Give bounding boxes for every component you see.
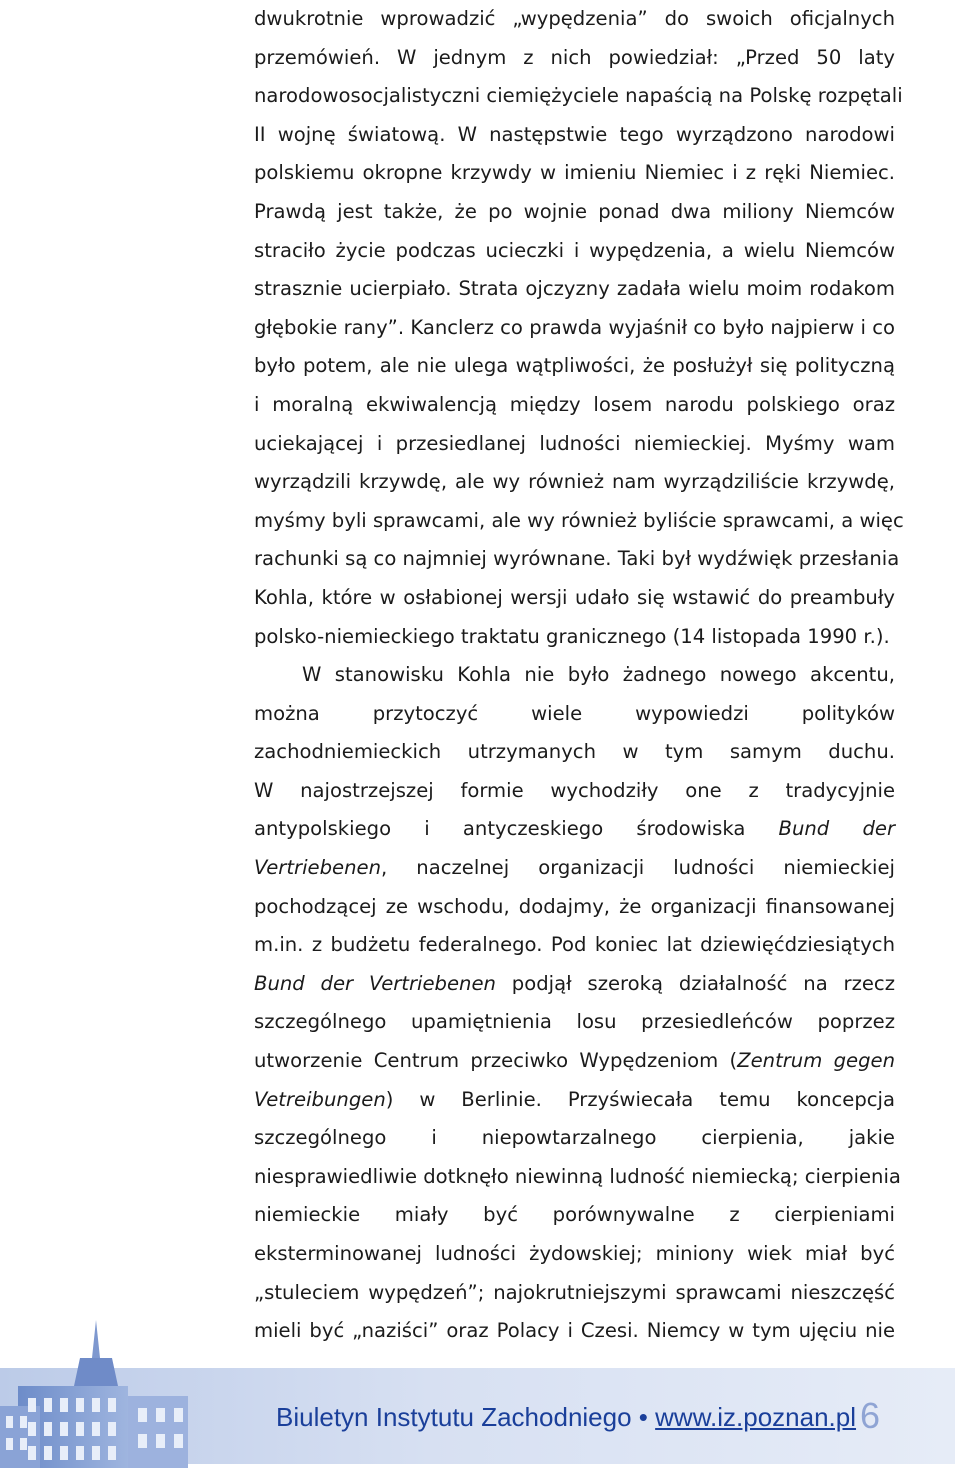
text-line: rachunki są co najmniej wyrównane. Taki był wydźwięk przesłania <box>254 547 900 571</box>
text-line <box>254 849 895 888</box>
text-segment: ) w Berlinie. Przyświecała temu koncepcja <box>385 1087 895 1111</box>
text-line: Prawdą jest także, że po wojnie ponad dwa miliony Niemców <box>254 199 895 223</box>
text-line: W stanowisku Kohla nie było żadnego nowego akcentu, <box>302 663 895 687</box>
text-segment: , naczelnej organizacji ludności niemieckiej <box>381 856 895 880</box>
text-line: zachodniemieckich utrzymanych w tym samym duchu. <box>254 740 895 764</box>
italic-term: Bund der <box>778 817 895 841</box>
text-line: eksterminowanej ludności żydowskiej; miniony wiek miał być <box>254 1242 895 1265</box>
text-line: głębokie rany”. Kanclerz co prawda wyjaśnił co było najpierw i co <box>254 315 895 339</box>
italic-term: Vetreibungen <box>254 1087 386 1111</box>
text-line <box>254 965 895 1004</box>
text-line: II wojnę światową. W następstwie tego wyrządzono narodowi <box>254 122 895 146</box>
body-text <box>254 0 904 1351</box>
text-line <box>254 1042 895 1081</box>
website-link[interactable]: www.iz.poznan.pl <box>655 1402 857 1432</box>
text-line: uciekającej i przesiedlanej ludności niemieckiej. Myśmy wam <box>254 431 895 455</box>
italic-term: Vertriebenen <box>254 856 381 880</box>
text-segment: antypolskiego i antyczeskiego środowiska <box>254 817 779 841</box>
text-line: W najostrzejszej formie wychodziły one z tradycyjnie <box>254 778 895 802</box>
footer-bullet: • <box>638 1402 648 1432</box>
bulletin-title: Biuletyn Instytutu Zachodniego <box>276 1402 632 1432</box>
text-line: Kohla, które w osłabionej wersji udało się wstawić do preambuły <box>254 585 895 609</box>
text-line: szczególnego upamiętnienia losu przesiedleńców poprzez <box>254 1010 895 1034</box>
text-segment: utworzenie Centrum przeciwko Wypędzeniom ( <box>254 1049 738 1073</box>
page-number: 6 <box>860 1395 881 1436</box>
text-segment: podjął szeroką działalność na rzecz <box>495 971 895 995</box>
text-line: niesprawiedliwie dotknęło niewinną ludność niemiecką; cierpienia <box>254 1164 901 1188</box>
italic-term: Zentrum gegen <box>737 1049 896 1073</box>
text-line: m.in. z budżetu federalnego. Pod koniec lat dziewięćdziesiątych <box>254 933 895 957</box>
text-line: „stuleciem wypędzeń”; najokrutniejszymi sprawcami nieszczęść <box>254 1280 895 1304</box>
text-line: można przytoczyć wiele wypowiedzi polityków <box>254 701 895 725</box>
text-line: polskiemu okropne krzywdy w imieniu Niemiec i z ręki Niemiec. <box>254 161 895 185</box>
italic-term: Bund der Vertriebenen <box>254 971 496 995</box>
text-line: i moralną ekwiwalencją między losem narodu polskiego oraz <box>254 392 895 416</box>
text-line: przemówień. W jednym z nich powiedział: „Przed 50 laty <box>254 45 895 69</box>
text-line: mieli być „naziści” oraz Polacy i Czesi. Niemcy w tym ujęciu nie <box>254 1319 895 1343</box>
footer <box>276 1396 880 1436</box>
text-line: polsko-niemieckiego traktatu granicznego (14 listopada 1990 r.). <box>254 624 890 648</box>
text-line: było potem, ale nie ulega wątpliwości, że posłużył się polityczną <box>254 354 895 378</box>
text-line: niemieckie miały być porównywalne z cierpieniami <box>254 1203 895 1227</box>
text-line <box>254 1081 895 1120</box>
text-line: myśmy byli sprawcami, ale wy również byliście sprawcami, a więc <box>254 508 904 532</box>
text-line: pochodzącej ze wschodu, dodajmy, że organizacji finansowanej <box>254 894 895 918</box>
text-line <box>254 810 895 849</box>
text-line: wyrządzili krzywdę, ale wy również nam wyrządziliście krzywdę, <box>254 470 895 494</box>
text-line: szczególnego i niepowtarzalnego cierpienia, jakie <box>254 1126 895 1150</box>
institute-building-logo <box>0 1318 250 1468</box>
text-line: strasznie ucierpiało. Strata ojczyzny zadała wielu moim rodakom <box>254 277 895 301</box>
text-line: straciło życie podczas ucieczki i wypędzenia, a wielu Niemców <box>254 238 895 262</box>
text-line: dwukrotnie wprowadzić „wypędzenia” do swoich oficjalnych <box>254 7 895 30</box>
text-line: narodowosocjalistyczni ciemiężyciele napaścią na Polskę rozpętali <box>254 84 903 108</box>
